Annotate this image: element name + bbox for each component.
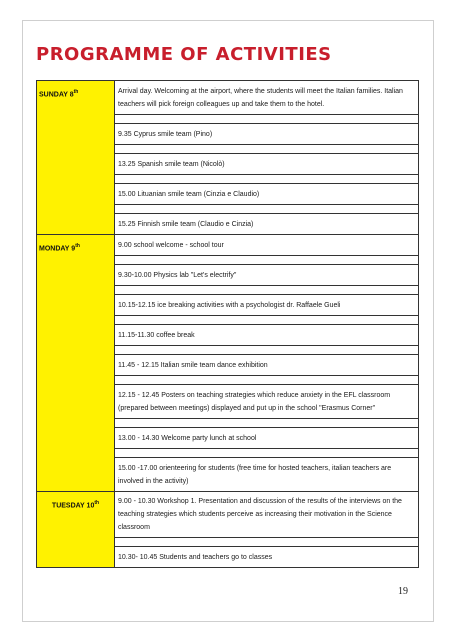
table-row <box>37 235 419 256</box>
activity-cell <box>115 265 419 286</box>
activity-cell <box>115 355 419 376</box>
activity-cell <box>115 385 419 419</box>
activity-cell <box>115 428 419 449</box>
activity-cell <box>115 547 419 568</box>
activity-text: 15.00 Lituanian smile team (Cinzia e Claudio) <box>118 190 260 198</box>
day-suffix: th <box>73 89 79 95</box>
programme-table <box>36 80 419 568</box>
activity-text: 9.35 Cyprus smile team (Pino) <box>118 130 213 138</box>
activity-cell <box>115 214 419 235</box>
activity-cell <box>115 124 419 145</box>
activity-text: 9.00 - 10.30 Workshop 1. Presentation and discussion of the results of the interviews on the teaching strategies which students perceive as increasing their motivation in the Science classroom <box>118 498 402 531</box>
day-label: SUNDAY 8 <box>39 91 74 99</box>
activity-text: 12.15 - 12.45 Posters on teaching strategies which reduce anxiety in the EFL classroom (prepared between meetings) displayed and put up in the school "Erasmus Corner" <box>118 391 391 412</box>
activity-cell <box>115 235 419 256</box>
table-row <box>37 81 419 115</box>
activity-cell <box>115 325 419 346</box>
page-title: PROGRAMME OF ACTIVITIES <box>36 44 332 65</box>
table-row <box>37 492 419 538</box>
activity-text: 9.00 school welcome - school tour <box>118 241 224 249</box>
activity-text: Arrival day. Welcoming at the airport, where the students will meet the Italian families. Italian teachers will pick foreign colleagues up and take them to the hotel. <box>118 87 403 108</box>
activity-cell <box>115 81 419 115</box>
activity-text: 9.30-10.00 Physics lab "Let's electrify" <box>118 271 237 279</box>
activity-text: 11.45 - 12.15 Italian smile team dance exhibition <box>118 361 268 369</box>
activity-text: 13.00 - 14.30 Welcome party lunch at school <box>118 434 257 442</box>
day-suffix: th <box>75 243 80 249</box>
activity-text: 15.00 -17.00 orienteering for students (free time for hosted teachers, italian teachers are involved in the activity) <box>118 464 392 485</box>
page-number: 19 <box>398 586 408 597</box>
activity-cell <box>115 184 419 205</box>
day-cell-tuesday <box>37 492 115 568</box>
day-cell-monday <box>37 235 115 492</box>
day-label: MONDAY 9 <box>39 245 76 253</box>
activity-cell <box>115 492 419 538</box>
activity-text: 10.15-12.15 ice breaking activities with a psychologist dr. Raffaele Gueli <box>118 301 341 309</box>
day-suffix: th <box>94 500 100 506</box>
activity-text: 15.25 Finnish smile team (Claudio e Cinzia) <box>118 220 254 228</box>
day-cell-sunday <box>37 81 115 235</box>
day-label: TUESDAY 10 <box>51 502 95 510</box>
activity-cell <box>115 154 419 175</box>
activity-text: 13.25 Spanish smile team (Nicolò) <box>118 160 225 168</box>
activity-cell <box>115 458 419 492</box>
activity-text: 10.30- 10.45 Students and teachers go to classes <box>118 553 273 561</box>
activity-text: 11.15-11.30 coffee break <box>118 331 195 339</box>
activity-cell <box>115 295 419 316</box>
